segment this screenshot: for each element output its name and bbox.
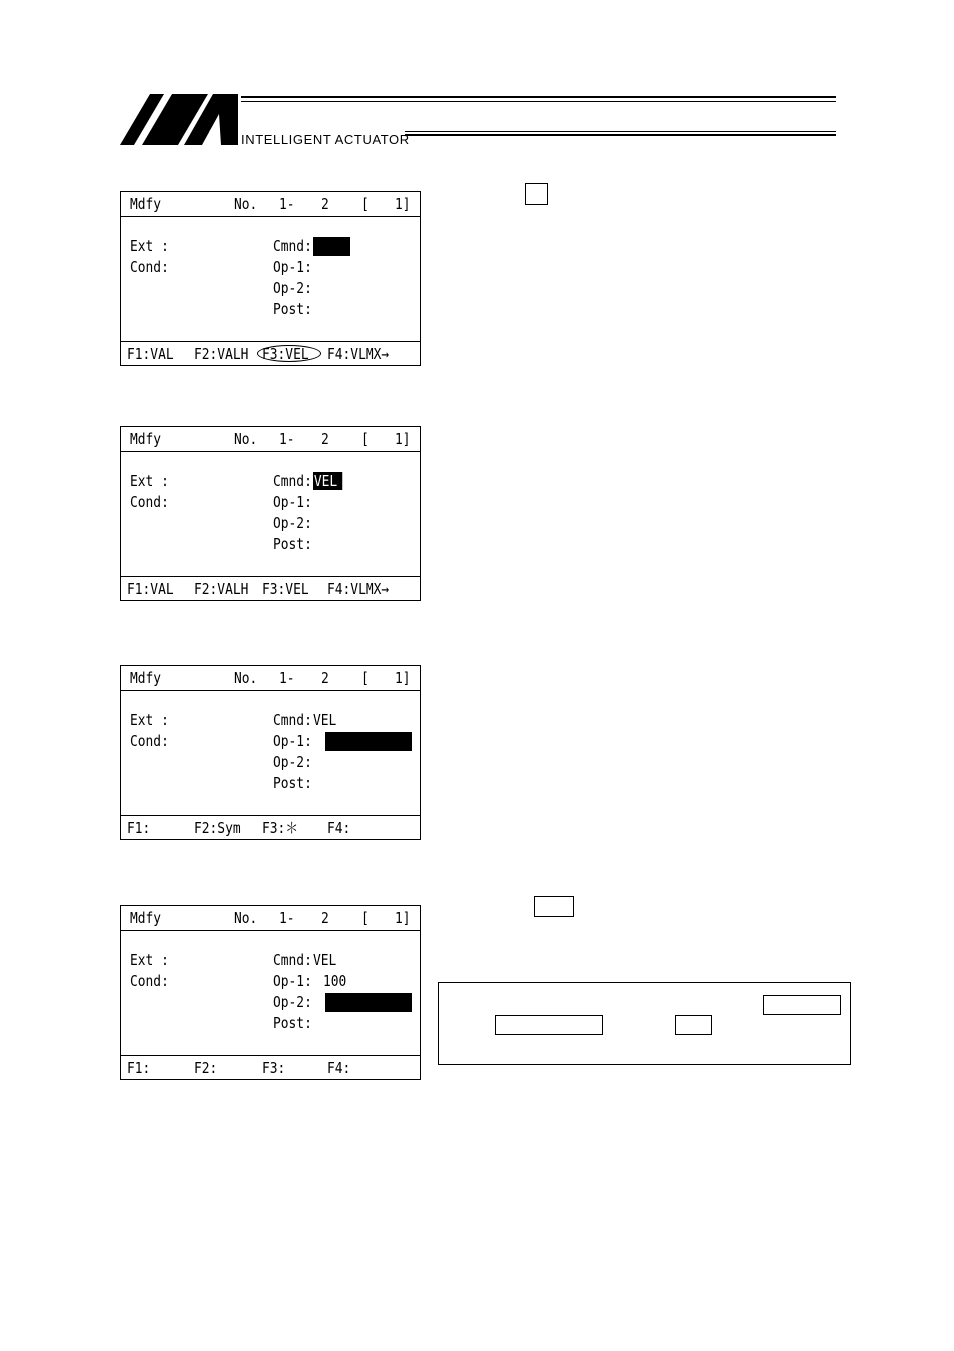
function-key-f3: F3:VEL: [262, 580, 309, 598]
function-key-f1: F1:VAL: [127, 345, 174, 363]
key-box-2: [534, 896, 574, 917]
screen-header: [121, 906, 420, 931]
ext-label: Ext :: [130, 237, 169, 255]
function-key-f2: F2:Sym: [194, 819, 241, 837]
bracket-value: 1]: [395, 430, 411, 448]
key-box-1: [525, 183, 548, 205]
bracket-open: [: [361, 669, 369, 687]
no-label: No.: [234, 669, 258, 687]
function-key-f2: F2:: [194, 1059, 218, 1077]
ext-label: Ext :: [130, 951, 169, 969]
screen-title: Mdfy: [130, 430, 162, 448]
no-label: No.: [234, 909, 258, 927]
post-label: Post:: [273, 535, 312, 553]
cmnd-value: VEL: [313, 951, 337, 969]
step-value: 2: [321, 909, 329, 927]
function-key-f3: F3:＊: [262, 819, 299, 837]
screen-header: [121, 427, 420, 452]
op2-label: Op-2:: [273, 753, 312, 771]
cmnd-value: VEL: [313, 472, 342, 490]
bracket-value: 1]: [395, 909, 411, 927]
op2-label: Op-2:: [273, 279, 312, 297]
cmnd-label: Cmnd:: [273, 711, 312, 729]
teaching-pendant-screen-1: [120, 191, 421, 366]
iai-logo-icon: [120, 92, 240, 146]
function-key-f3: F3:VEL: [262, 345, 309, 363]
op1-label: Op-1:: [273, 972, 312, 990]
function-key-bar: [121, 815, 420, 839]
bracket-value: 1]: [395, 195, 411, 213]
cursor-highlight: [325, 993, 412, 1012]
header-rule-top: [241, 96, 836, 98]
post-label: Post:: [273, 300, 312, 318]
screen-header: [121, 192, 420, 217]
cmnd-value: VEL: [313, 711, 337, 729]
no-value: 1-: [279, 669, 295, 687]
bracket-value: 1]: [395, 669, 411, 687]
teaching-pendant-screen-3: [120, 665, 421, 840]
bracket-open: [: [361, 195, 369, 213]
function-key-f2: F2:VALH: [194, 345, 249, 363]
header-rule-top-thin: [241, 101, 836, 102]
function-key-f4: F4:VLMX→: [327, 345, 390, 363]
op1-label: Op-1:: [273, 258, 312, 276]
function-key-f3: F3:: [262, 1059, 286, 1077]
header-rule-bottom-thick: [405, 134, 836, 136]
screen-header: [121, 666, 420, 691]
ext-label: Ext :: [130, 711, 169, 729]
cmnd-label: Cmnd:: [273, 237, 312, 255]
function-key-f4: F4:: [327, 819, 351, 837]
op2-label: Op-2:: [273, 514, 312, 532]
header-rule-bottom: [405, 131, 836, 132]
function-key-f4: F4:VLMX→: [327, 580, 390, 598]
brand-text: INTELLIGENT ACTUATOR: [241, 132, 410, 147]
note-key-box-3: [675, 1015, 712, 1035]
op1-value: 100: [323, 972, 347, 990]
step-value: 2: [321, 669, 329, 687]
function-key-f1: F1:VAL: [127, 580, 174, 598]
cmnd-label: Cmnd:: [273, 951, 312, 969]
function-key-f2: F2:VALH: [194, 580, 249, 598]
bracket-open: [: [361, 909, 369, 927]
post-label: Post:: [273, 1014, 312, 1032]
no-value: 1-: [279, 909, 295, 927]
step-value: 2: [321, 195, 329, 213]
note-box: [438, 982, 851, 1065]
teaching-pendant-screen-4: [120, 905, 421, 1080]
step-value: 2: [321, 430, 329, 448]
no-label: No.: [234, 195, 258, 213]
screen-title: Mdfy: [130, 195, 162, 213]
function-key-bar: [121, 341, 420, 365]
no-value: 1-: [279, 195, 295, 213]
post-label: Post:: [273, 774, 312, 792]
teaching-pendant-screen-2: [120, 426, 421, 601]
op2-label: Op-2:: [273, 993, 312, 1011]
cond-label: Cond:: [130, 258, 169, 276]
no-label: No.: [234, 430, 258, 448]
op1-label: Op-1:: [273, 493, 312, 511]
selected-key-oval: [257, 345, 321, 362]
cond-label: Cond:: [130, 493, 169, 511]
ext-label: Ext :: [130, 472, 169, 490]
function-key-f4: F4:: [327, 1059, 351, 1077]
function-key-f1: F1:: [127, 1059, 151, 1077]
screen-title: Mdfy: [130, 909, 162, 927]
cond-label: Cond:: [130, 732, 169, 750]
note-key-box-1: [763, 995, 841, 1015]
op1-label: Op-1:: [273, 732, 312, 750]
bracket-open: [: [361, 430, 369, 448]
cond-label: Cond:: [130, 972, 169, 990]
cmnd-label: Cmnd:: [273, 472, 312, 490]
no-value: 1-: [279, 430, 295, 448]
cursor-highlight: [325, 732, 412, 751]
function-key-bar: [121, 576, 420, 600]
note-key-box-2: [495, 1015, 603, 1035]
cursor-highlight: [313, 237, 350, 256]
screen-title: Mdfy: [130, 669, 162, 687]
function-key-f1: F1:: [127, 819, 151, 837]
function-key-bar: [121, 1055, 420, 1079]
